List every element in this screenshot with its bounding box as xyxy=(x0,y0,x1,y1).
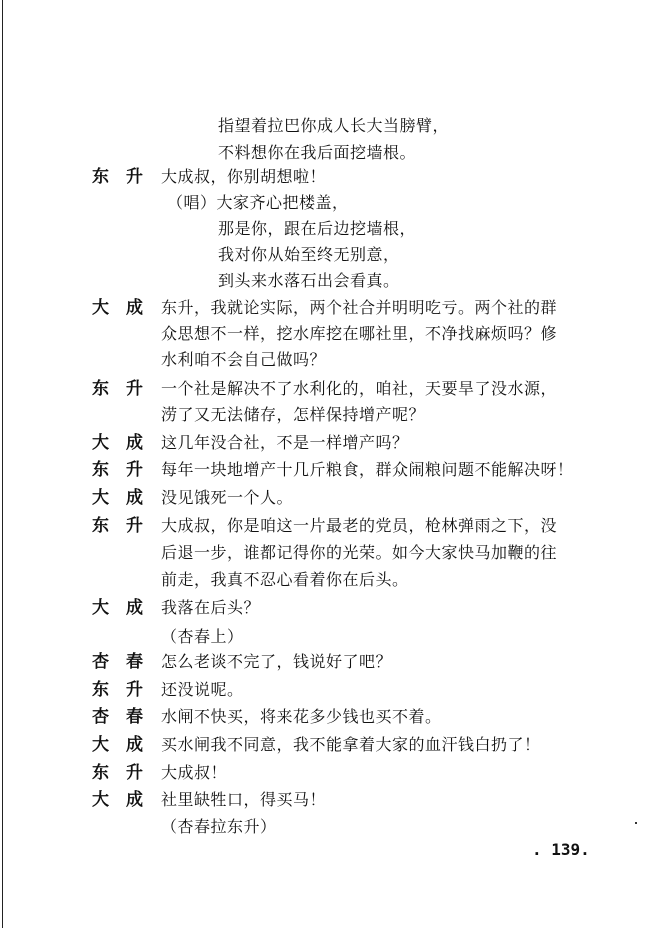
dialogue-line: 怎么老谈不完了，钱说好了吧？ xyxy=(161,652,393,671)
dialogue-line: 还没说呢。 xyxy=(161,680,244,699)
speaker-name: 大 成 xyxy=(92,735,143,755)
dialogue-line: 大成叔，你是咱这一片最老的党员，枪林弹雨之下，没 xyxy=(161,516,558,535)
continuation-line: 前走，我真不忍心看着你在后头。 xyxy=(161,570,409,589)
speaker-name: 东 升 xyxy=(92,516,143,536)
continuation-line: 众思想不一样，挖水库挖在哪社里，不净找麻烦吗？修 xyxy=(161,324,558,343)
page-number: . 139. xyxy=(532,840,590,859)
speaker-name: 杏 春 xyxy=(92,652,143,672)
speaker-name: 大 成 xyxy=(92,790,143,810)
speaker-name: 东 升 xyxy=(92,379,143,399)
speaker-name: 东 升 xyxy=(92,680,143,700)
continuation-line: （唱）大家齐心把楼盖， xyxy=(167,193,349,212)
continuation-line: 我对你从始至终无别意， xyxy=(218,245,400,264)
continuation-line: 那是你，跟在后边挖墙根， xyxy=(218,219,417,238)
speaker-name: 大 成 xyxy=(92,298,143,318)
dialogue-line: 每年一块地增产十几斤粮食，群众闹粮问题不能解决呀！ xyxy=(161,460,574,479)
continuation-line: 指望着拉巴你成人长大当膀臂， xyxy=(218,116,450,135)
continuation-line: 到头来水落石出会看真。 xyxy=(218,271,400,290)
page-edge-rule xyxy=(2,0,3,928)
continuation-line: （杏春拉东升） xyxy=(161,817,277,836)
continuation-line: 涝了又无法储存，怎样保持增产呢？ xyxy=(161,405,426,424)
continuation-line: 水利咱不会自己做吗？ xyxy=(161,350,327,369)
dialogue-line: 东升，我就论实际，两个社合并明明吃亏。两个社的群 xyxy=(161,298,558,317)
scan-speck xyxy=(635,822,637,824)
speaker-name: 大 成 xyxy=(92,433,143,453)
speaker-name: 东 升 xyxy=(92,167,143,187)
speaker-name: 大 成 xyxy=(92,488,143,508)
dialogue-line: 社里缺牲口，得买马！ xyxy=(161,790,327,809)
dialogue-line: 我落在后头？ xyxy=(161,598,261,617)
speaker-name: 东 升 xyxy=(92,763,143,783)
speaker-name: 大 成 xyxy=(92,598,143,618)
speaker-name: 杏 春 xyxy=(92,707,143,727)
dialogue-line: 一个社是解决不了水利化的，咱社，天要旱了没水源， xyxy=(161,379,558,398)
dialogue-line: 没见饿死一个人。 xyxy=(161,488,294,507)
speaker-name: 东 升 xyxy=(92,460,143,480)
dialogue-line: 买水闸我不同意，我不能拿着大家的血汗钱白扔了！ xyxy=(161,735,541,754)
dialogue-line: 水闸不快买，将来花多少钱也买不着。 xyxy=(161,707,442,726)
continuation-line: （杏春上） xyxy=(161,627,244,646)
dialogue-line: 大成叔！ xyxy=(161,763,228,782)
dialogue-line: 大成叔，你别胡想啦！ xyxy=(161,167,327,186)
continuation-line: 不料想你在我后面挖墙根。 xyxy=(218,143,417,162)
dialogue-line: 这几年没合社，不是一样增产吗？ xyxy=(161,433,409,452)
continuation-line: 后退一步，谁都记得你的光荣。如今大家快马加鞭的往 xyxy=(161,543,558,562)
